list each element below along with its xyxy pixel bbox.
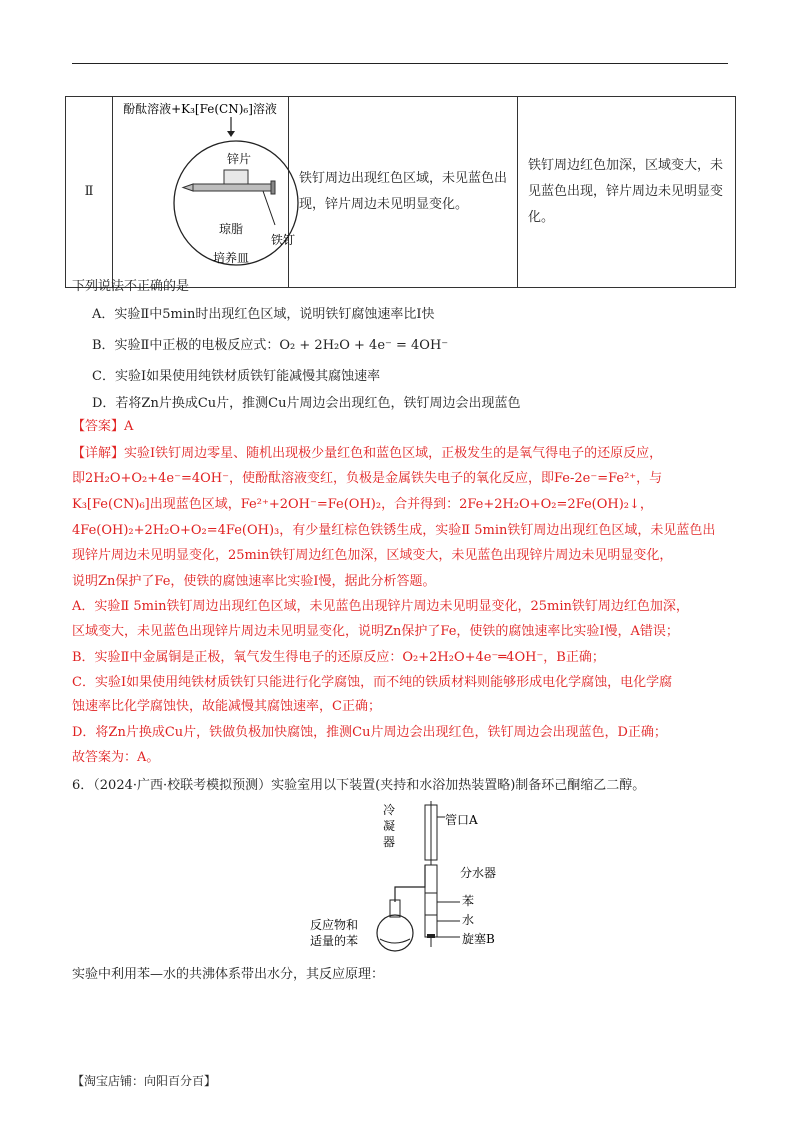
detail-line: C．实验Ⅰ如果使用纯铁材质铁钉只能进行化学腐蚀，而不纯的铁质材料则能够形成电化学腐蚀，电化学腐 <box>72 675 673 690</box>
option-c: C．实验Ⅰ如果使用纯铁材质铁钉能减慢其腐蚀速率 <box>92 369 381 384</box>
detail-line: K₃[Fe(CN)₆]出现蓝色区域，Fe²⁺+2OH⁻=Fe(OH)₂，合并得到：2Fe+2H₂O+O₂=2Fe(OH)₂↓， <box>72 497 653 512</box>
detail-line: 故答案为：A。 <box>72 750 160 765</box>
nail-label: 铁钉 <box>270 233 296 247</box>
nail-tip <box>183 184 193 191</box>
experiment-table <box>65 96 736 288</box>
footer-store: 【淘宝店铺：向阳百分百】 <box>72 1074 217 1088</box>
detail-line: A．实验Ⅱ 5min铁钉周边出现红色区域，未见蓝色出现锌片周边未见明显变化，25min铁钉周边红色加深， <box>72 599 689 614</box>
round-bottom-flask <box>377 915 413 951</box>
answer-label: 【答案】A <box>72 419 134 434</box>
header-rule <box>72 63 728 64</box>
option-b <box>92 333 752 359</box>
separator-tube <box>425 865 437 937</box>
option-b-text: B．实验Ⅱ中正极的电极反应式： <box>92 338 280 353</box>
apparatus-figure-cell <box>113 97 296 288</box>
observation-5min: 铁钉周边出现红色区域，未见蓝色出现，锌片周边未见明显变化。 <box>289 97 518 288</box>
benzene-label: 苯 <box>462 894 475 908</box>
petri-dish-diagram <box>113 97 296 277</box>
follow-text: 实验中利用苯—水的共沸体系带出水分，其反应原理： <box>72 967 385 982</box>
option-b-equation: O₂ + 2H₂O + 4e⁻ = 4OH⁻ <box>279 338 449 353</box>
detail-line: D．将Zn片换成Cu片，铁做负极加快腐蚀，推测Cu片周边会出现红色，铁钉周边会出现蓝色，D正确； <box>72 725 667 740</box>
flask-liquid <box>380 939 410 943</box>
port-a-label: 管口A <box>445 813 478 827</box>
stopcock-label: 旋塞B <box>462 932 495 946</box>
option-a: A．实验Ⅱ中5min时出现红色区域，说明铁钉腐蚀速率比Ⅰ快 <box>92 307 435 322</box>
detail-line: 区域变大，未见蓝色出现锌片周边未见明显变化，说明Zn保护了Fe，使铁的腐蚀速率比实验Ⅰ慢，A错误； <box>72 624 679 639</box>
detail-line: 即2H₂O+O₂+4e⁻=4OH⁻，使酚酞溶液变红，负极是金属铁失电子的氧化反应，即Fe-2e⁻=Fe²⁺，与 <box>72 471 663 486</box>
condenser-label-1: 冷 <box>382 803 396 817</box>
zinc-label: 锌片 <box>226 152 252 166</box>
detail-line: B．实验Ⅱ中金属铜是正极，氧气发生得电子的还原反应：O₂+2H₂O+4e⁻═4OH⁻，B正确； <box>72 650 605 665</box>
flask-label-1: 反应物和 <box>309 918 359 932</box>
question-stem: 下列说法不正确的是 <box>72 279 190 294</box>
dish-label: 培养皿 <box>212 251 250 265</box>
question-6-stem: 6．（2024·广西·校联考模拟预测）实验室用以下装置(夹持和水浴加热装置略)制备环己酮缩乙二醇。 <box>72 778 646 793</box>
flask-label-2: 适量的苯 <box>309 934 359 948</box>
iron-nail <box>193 184 273 191</box>
detail-line: 蚀速率比化学腐蚀快，故能减慢其腐蚀速率，C正确； <box>72 699 381 714</box>
stopcock-b <box>427 934 435 938</box>
table-row <box>66 97 736 288</box>
side-arm <box>395 865 425 902</box>
row-label: Ⅱ <box>66 97 113 288</box>
option-d: D．若将Zn片换成Cu片，推测Cu片周边会出现红色，铁钉周边会出现蓝色 <box>92 396 521 411</box>
down-arrow-icon <box>227 131 235 137</box>
detail-line: 【详解】实验Ⅰ铁钉周边零星、随机出现极少量红色和蓝色区域，正极发生的是氧气得电子的还原反应， <box>72 446 663 461</box>
distillation-apparatus-diagram <box>300 797 520 957</box>
separator-label: 分水器 <box>460 866 497 880</box>
solution-label: 酚酞溶液+K₃[Fe(CN)₆]溶液 <box>123 102 277 116</box>
observation-25min: 铁钉周边红色加深，区域变大，未见蓝色出现，锌片周边未见明显变化。 <box>518 97 736 288</box>
detail-line: 说明Zn保护了Fe，使铁的腐蚀速率比实验Ⅰ慢，据此分析答题。 <box>72 574 436 589</box>
agar-label: 琼脂 <box>218 222 244 236</box>
detail-line: 4Fe(OH)₂+2H₂O+O₂=4Fe(OH)₃，有少量红棕色铁锈生成，实验Ⅱ 5min铁钉周边出现红色区域，未见蓝色出 <box>72 523 716 538</box>
condenser-label-3: 器 <box>382 835 396 849</box>
condenser-label-2: 凝 <box>382 819 396 833</box>
water-label: 水 <box>462 913 475 927</box>
nail-pointer <box>263 191 275 225</box>
nail-head <box>271 181 275 194</box>
detail-line: 现锌片周边未见明显变化，25min铁钉周边红色加深，区域变大，未见蓝色出现锌片周边未见明显变化， <box>72 548 673 563</box>
zinc-plate <box>224 170 248 184</box>
